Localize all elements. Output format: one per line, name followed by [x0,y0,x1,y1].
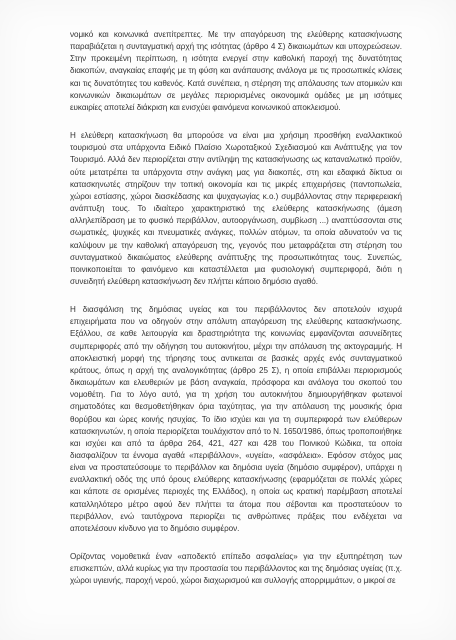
document-body [70,29,402,588]
paragraph-3: Η διασφάλιση της δημόσιας υγείας και του περιβάλλοντος δεν αποτελούν ισχυρά επιχειρήματα που να οδηγούν στην απόλυτη απαγόρευση της ελεύθερης κατασκήνωσης. Εξάλλου, σε καθε λειτουργία και δραστηριότητα της κοινωνίας εμφανίζονται ασυνείδητες συμπεριφορές από την οδήγηση του αυτοκινήτου, μέχρι την απόλαυση της ακτογραμμής. Η αποκλειστική μορφή της τήρησης τους αντικειται σε βασικές αρχές ενός συνταγματικού κράτους, όπως η αρχή της αναλογικότητας (άρθρο 25 Σ), η οποία επιβάλλει περιορισμούς δικαιωμάτων και ελευθεριών με βάση αναγκαία, πρόσφορα και ανάλογα του σκοπού του νομοθέτη. Για το λόγο αυτό, για τη χρήση του αυτοκινήτου δημιουργήθηκαν φωτεινοί σηματοδότες και θεσμοθετήθηκαν όρια ταχύτητας, για την απόλαυση της μουσικής όρια θορύβου και ώρες κοινής ησυχίας. Το ίδιο ισχύει και για τη συμπεριφορά των ελεύθερων κατασκηνωτών, η οποία περιορίζεται τουλάχιστον από το Ν. 1650/1986, όπως τροποποιήθηκε και ισχύει και από τα άρθρα 264, 421, 427 και 428 του Ποινικού Κώδικα, τα οποία διασφαλίζουν τα έννομα αγαθά «περιβάλλον», «υγεία», «ασφάλεια». Εφόσον στόχος μας είναι να προστατεύσουμε το περιβάλλον και δημόσια υγεία (δημόσιο συμφέρον), υπάρχει η εναλλακτική οδός της υπό όρους ελεύθερης κατασκήνωσης (εφαρμόζεται σε πολλές χώρες και κάποτε σε ορισμένες περιοχές της Ελλάδος), η οποία ως κρατική παρέμβαση αποτελεί καταλληλότερο μέτρο αφού δεν πλήττει τα άτομα που σέβονται και προστατεύουν το περιβάλλον, ενώ ταυτόχρονα περιορίζει τις ανθρώπινες πράξεις που ενδέχεται να αποτελέσουν κίνδυνο για το δημόσιο συμφέρον. [70,305,402,533]
paragraph-1: νομικό και κοινωνικά ανεπίτρεπτες. Με την απαγόρευση της ελεύθερης κατασκήνωσης παραβιάζεται η συνταγματική αρχή της ισότητας (άρθρο 4 Σ) δικαιωμάτων και υποχρεώσεων. Στην προκειμένη περίπτωση, η ισότητα ενεργεί στην καθολική παροχή της δυνατότητας διακοπών, αναγκαίας επαφής με τη φύση και ανάπαυσης ανάλογα με τις προσωπικές κλίσεις και τις δυνατότητες του καθενός. Κατά συνέπεια, η στέρηση της απόλαυσης των ατομικών και κοινωνικών δικαιωμάτων σε μεγάλες περιορισμένες οικονομικά ομάδες με μη ισότιμες ευκαιρίες αποτελεί διάκριση και ενισχύει φαινόμενα κοινωνικού αποκλεισμού. [70,30,402,112]
paragraph-2: Η ελεύθερη κατασκήνωση θα μπορούσε να είναι μια χρήσιμη προσθήκη εναλλακτικού τουρισμού στα υπάρχοντα Ειδικό Πλαίσιο Χωροταξικού Σχεδιασμού και Ανάπτυξης για τον Τουρισμό. Αλλά δεν περιορίζεται στην αντίληψη της κατασκήνωσης ως καταναλωτικό προϊόν, ούτε μετατρέπει τα υπάρχοντα στην ανάγκη μας για διακοπές, στη και εδαφικά δίκτυα οι κατασκηνωτές στηρίζουν την τοπική οικονομία και τις μικρές επιχειρήσεις (παντοπωλεία, χώροι εστίασης, χώροι διασκέδασης και ψυχαγωγίας κ.ο.) συμβάλλοντας στην περιφερειακή ανάπτυξη τους. Το ιδιαίτερο χαρακτηριστικό της ελεύθερης κατασκήνωσης (άμεση αλληλεπίδραση με το φυσικό περιβάλλον, αυτοοργάνωση, συμβίωση ...) αναπτύσσονται στις σωματικές, ψυχικές και πνευματικές ανάγκες, πολλών ατόμων, τα οποία αδυνατούν να τις καλύψουν με την καθολική απαγόρευση της, γεγονός που μεταφράζεται στη στέρηση του συνταγματικού δικαιώματος ελεύθερης ανάπτυξης της προσωπικότητας τους. Συνεπώς, ποινικοποιείται το φαινόμενο και καταστέλλεται μια φυσιολογική συμπεριφορά, διότι η συνειδητή ελεύθερη κατασκήνωση δεν πλήττει κάποιο δημόσιο αγαθό. [70,131,402,286]
paragraph-4: Ορίζοντας νομοθετικά έναν «αποδεκτό επίπεδο ασφαλείας» για την εξυπηρέτηση των επισκεπτών, αλλά κυρίως για την προστασία του περιβάλλοντος και της δημόσιας υγείας (π.χ. χώροι υγιεινής, παροχή νερού, χώροι διαχωρισμού και συλλογής απορριμμάτων, ο μικροί σε [70,552,402,586]
